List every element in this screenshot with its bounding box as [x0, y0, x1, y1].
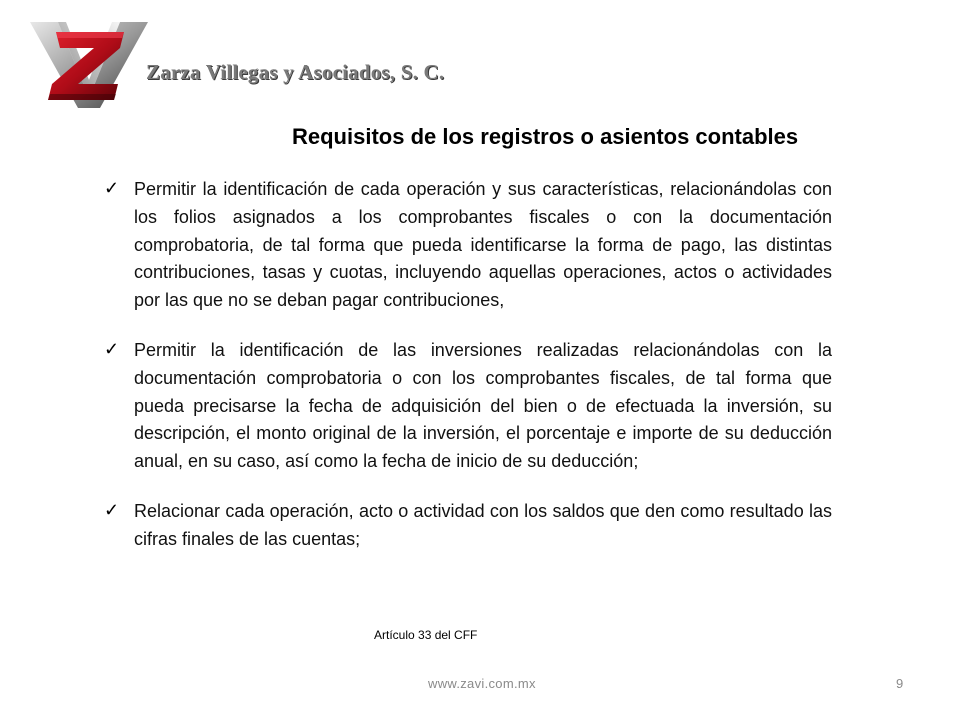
checkmark-icon: ✓	[104, 338, 120, 359]
bullet-text: Relacionar cada operación, acto o actividad con los saldos que den como resultado las cifras finales de las cuentas;	[134, 500, 832, 549]
slide-title: Requisitos de los registros o asientos contables	[292, 124, 799, 149]
list-item	[104, 498, 832, 554]
list-item	[104, 176, 832, 315]
zv-logo	[28, 18, 150, 110]
list-item	[104, 337, 832, 476]
company-name: Zarza Villegas y Asociados, S. C.	[146, 60, 445, 84]
checkmark-icon: ✓	[104, 178, 120, 198]
citation: Artículo 33 del CFF	[374, 628, 478, 642]
page-number: 9	[896, 676, 904, 691]
checkmark-icon: ✓	[104, 499, 120, 520]
footer-url[interactable]: www.zavi.com.mx	[428, 676, 536, 691]
bullet-text: Permitir la identificación de las inversiones realizadas relacionándolas con la documentación comprobatoria o con los comprobantes fiscales, de tal forma que pueda precisarse la fecha de adquisición del bien o de efectuada la inversión, su descripción, el monto original de la inversión, el porcentaje e importe de su deducción anual, en su caso, así como la fecha de inicio de su deducción;	[134, 339, 832, 472]
bullet-text: Permitir la identificación de cada operación y sus características, relacionándolas con los folios asignados a los comprobantes fiscales o con la documentación comprobatoria, de tal forma que pueda identificarse la forma de pago, las distintas contribuciones, tasas y cuotas, incluyendo aquellas operaciones, actos o actividades por las que no se deban pagar contribuciones,	[134, 179, 832, 311]
bullet-list	[104, 176, 832, 576]
